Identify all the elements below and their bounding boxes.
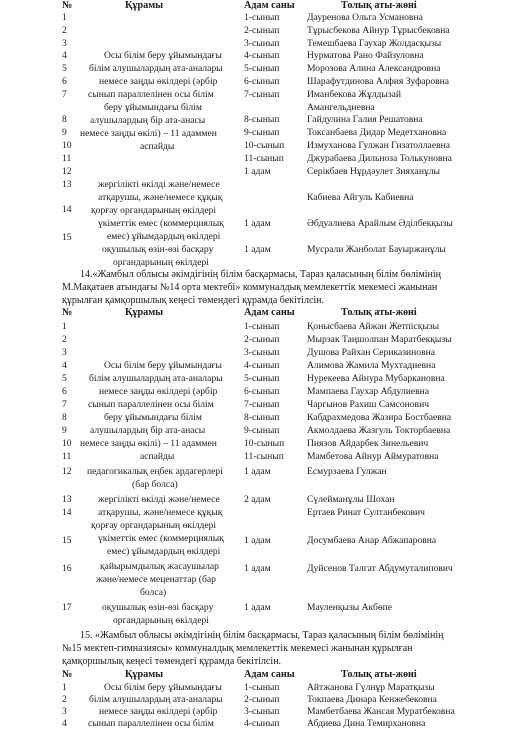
table-cell-name: Измуханова Гулжан Гизатоллаевна: [307, 140, 450, 151]
composition-text: қорғау органдарының өкілдері: [91, 205, 217, 216]
header-name: Толық аты-жөні: [341, 669, 417, 680]
table-row-number: 7: [62, 399, 67, 410]
table-row-number: 12: [62, 466, 72, 477]
table-cell-name: Мампаева Гаухар Абдулиевна: [307, 386, 430, 397]
table-cell-name: Дуйсенов Талгат Абдумуталипович: [307, 563, 453, 574]
table-row-number: 14: [62, 507, 72, 518]
table-cell-name: Гайдулина Галия Решатовна: [307, 114, 423, 125]
table-cell-count: 3-сынып: [244, 706, 280, 717]
table-row-number: 1: [62, 682, 67, 693]
composition-text: беру ұйымындағы білім: [104, 102, 202, 113]
composition-text: немесе заңды өкілдері (әрбір: [99, 76, 218, 87]
table-cell-name: Мамбетова Айнур Аймуратовна: [307, 451, 439, 462]
composition-text: білім алушылардың ата-аналары: [89, 63, 223, 74]
table-cell-name: Токпаева Динара Кенжебековна: [307, 694, 437, 705]
header-count: Адам саны: [244, 307, 295, 318]
table-row-number: 3: [62, 38, 67, 49]
paragraph-line: М.Мақатаев атындағы №14 орта мектебі» коммуналдық мемлекеттік мекемесі жанынан: [62, 282, 438, 293]
table-cell-name: Тұрысбекова Айнур Тұрысбековна: [307, 25, 450, 36]
table-cell-name: Мусрали Жанболат Бауыржанұлы: [307, 244, 446, 255]
table-cell-name: Темешбаева Гаухар Жолдасқызы: [307, 38, 442, 49]
table-row-number: 11: [62, 153, 72, 164]
table-row-number: 2: [62, 25, 67, 36]
table-cell-name: Кабиева Айгуль Кабиевна: [307, 192, 414, 203]
header-composition: Құрамы: [125, 0, 164, 11]
composition-text: органдарының өкілдері: [113, 615, 209, 626]
composition-text: оқушылық өзін-өзі басқару: [102, 602, 214, 613]
paragraph-line: құрылған қамқоршылық кеңесі төмендегі құрамда бекітілсін.: [62, 295, 325, 306]
table-cell-count: 11-сынып: [244, 451, 284, 462]
table-cell-name: Айтжанова Гүлнұр Маратқызы: [307, 682, 435, 693]
paragraph-line: 14.«Жамбыл облысы әкімдігінің білім басқармасы, Тараз қаласының білім бөлімінің: [80, 269, 442, 280]
table-cell-name: Мырзак Таңшолпан Маратбекқызы: [307, 334, 452, 345]
composition-text: білім алушылардың ата-аналары: [89, 694, 223, 705]
table-cell-name: Ертаев Ринат Султанбекович: [307, 507, 425, 518]
table-cell-count: 2-сынып: [244, 25, 280, 36]
table-cell-count: 1-сынып: [244, 321, 280, 332]
table-cell-count: 4-сынып: [244, 50, 280, 61]
header-no: №: [62, 669, 73, 680]
table-cell-name: Пиязов Айдарбек Зинельевич: [307, 438, 429, 449]
table-cell-count: 1 адам: [244, 563, 271, 574]
table-cell-name: Чаргынов Рахиш Самсонович: [307, 399, 430, 410]
table-row-number: 3: [62, 347, 67, 358]
table-row-number: 9: [62, 127, 67, 138]
table-row-number: 11: [62, 451, 72, 462]
table-row-number: 3: [62, 706, 67, 717]
table-cell-name: Шарафутдинова Алфия Зуфаровна: [307, 76, 450, 87]
table-cell-count: 1-сынып: [244, 682, 280, 693]
table-cell-name: Әбдуалиева Арайлым Әділбекқызы: [307, 218, 453, 229]
table-cell-count: 4-сынып: [244, 718, 280, 729]
table-cell-count: 1 адам: [244, 166, 271, 177]
table-row-number: 15: [62, 535, 72, 546]
table-cell-count: 10-сынып: [244, 140, 285, 151]
table-row-number: 8: [62, 114, 67, 125]
composition-text: немесе заңды өкілдері (әрбір: [99, 706, 218, 717]
composition-text: және/немесе меценаттар (бар: [96, 574, 216, 585]
table-cell-count: 4-сынып: [244, 360, 280, 371]
table-row-number: 17: [62, 602, 72, 613]
table-cell-name: Дауренова Ольга Усмановна: [307, 12, 423, 23]
table-cell-count: 8-сынып: [244, 114, 280, 125]
table-row-number: 13: [62, 179, 72, 190]
paragraph-line: №15 мектеп-гимназиясы» коммуналдық мемлекеттік мекемесі жанынан құрылған: [62, 643, 413, 654]
composition-text: атқарушы, және/немесе құқық: [98, 507, 223, 518]
table-row-number: 1: [62, 321, 67, 332]
table-cell-name: Кабдрахмедова Жазира Бостбаевна: [307, 412, 452, 423]
composition-text: немесе заңды өкілі) – 11 адаммен: [80, 128, 217, 139]
table-cell-count: 2-сынып: [244, 694, 280, 705]
table-row-number: 8: [62, 412, 67, 423]
header-composition: Құрамы: [125, 669, 164, 680]
composition-text: алушылардың бір ата-анасы: [90, 425, 206, 436]
composition-text: оқушылық өзін-өзі басқару: [102, 244, 214, 255]
table-cell-name: Амангельдиевна: [307, 102, 375, 113]
table-row-number: 4: [62, 360, 67, 371]
table-cell-count: 7-сынып: [244, 89, 280, 100]
table-cell-count: 7-сынып: [244, 399, 280, 410]
table-row-number: 10: [62, 140, 72, 151]
paragraph-line: 15. «Жамбыл облысы әкімдігінің білім басқармасы, Тараз қаласының білім бөлімінің: [80, 630, 444, 641]
table-cell-name: Серікбаев Нұрдәулет Зияханұлы: [307, 166, 440, 177]
table-row-number: 16: [62, 563, 72, 574]
header-composition: Құрамы: [125, 307, 164, 318]
table-cell-count: 1 адам: [244, 218, 271, 229]
composition-text: жергілікті өкілді және/немесе: [98, 494, 220, 505]
composition-text: үкіметтік емес (коммерциялық: [98, 533, 224, 544]
header-name: Толық аты-жөні: [341, 0, 417, 11]
composition-text: (бар болса): [132, 479, 178, 490]
table-cell-name: Алимова Жамила Мухтадиевна: [307, 360, 436, 371]
composition-text: аспайды: [140, 451, 175, 462]
paragraph-line: қамқоршылық кеңесі төмендегі құрамда бекітілсін.: [62, 656, 282, 667]
table-cell-name: Есмурзаева Гулжан: [307, 466, 387, 477]
table-row-number: 6: [62, 386, 67, 397]
table-row-number: 9: [62, 425, 67, 436]
header-no: №: [62, 307, 73, 318]
table-row-number: 13: [62, 494, 72, 505]
table-cell-name: Мамбетбаева Жансая Муратбековна: [307, 706, 455, 717]
table-row-number: 14: [62, 204, 72, 215]
table-row-number: 15: [62, 232, 72, 243]
table-row-number: 2: [62, 694, 67, 705]
table-cell-count: 2-сынып: [244, 334, 280, 345]
table-cell-count: 1 адам: [244, 602, 271, 613]
composition-text: білім алушылардың ата-аналары: [89, 373, 223, 384]
table-cell-count: 1-сынып: [244, 12, 280, 23]
table-cell-name: Акмолдаева Жазгуль Токторбаевна: [307, 425, 451, 436]
table-cell-name: Досумбаева Анар Абжапаровна: [307, 535, 437, 546]
table-cell-count: 8-сынып: [244, 412, 280, 423]
composition-text: үкіметтік емес (коммерциялық: [98, 218, 224, 229]
table-cell-count: 5-сынып: [244, 373, 280, 384]
header-count: Адам саны: [244, 669, 295, 680]
table-cell-count: 1 адам: [244, 535, 271, 546]
table-cell-count: 11-сынып: [244, 153, 284, 164]
header-name: Толық аты-жөні: [341, 307, 417, 318]
table-cell-name: Нурматова Рано Файзуловна: [307, 50, 424, 61]
table-cell-name: Мауленқызы Акбөпе: [307, 602, 393, 613]
composition-text: педагогикалық еңбек ардагерлері: [87, 466, 223, 477]
composition-text: атқарушы, және/немесе құқық: [98, 192, 223, 203]
table-cell-count: 2 адам: [244, 494, 271, 505]
composition-text: қайырымдылық жасаушылар: [100, 561, 219, 572]
table-cell-name: Нурекеева Айнура Мубаркановна: [307, 373, 445, 384]
composition-text: сынып параллелінен осы білім: [88, 718, 214, 729]
table-row-number: 6: [62, 76, 67, 87]
header-no: №: [62, 0, 73, 11]
table-row-number: 5: [62, 63, 67, 74]
composition-text: алушылардың бір ата-анасы: [90, 115, 206, 126]
composition-text: емес) ұйымдардың өкілдері: [107, 231, 221, 242]
composition-text: немесе заңды өкілдері (әрбір: [99, 386, 218, 397]
table-cell-count: 1 адам: [244, 466, 271, 477]
table-cell-name: Токсанбаева Дидар Медетхановна: [307, 127, 447, 138]
table-cell-name: Морозова Алина Александровна: [307, 63, 441, 74]
table-cell-count: 9-сынып: [244, 425, 280, 436]
composition-text: аспайды: [140, 141, 175, 152]
table-cell-count: 1 адам: [244, 244, 271, 255]
header-count: Адам саны: [244, 0, 295, 11]
table-cell-name: Абдиева Дина Темирхановна: [307, 718, 426, 729]
composition-text: болса): [140, 587, 167, 598]
table-cell-name: Қонысбаева Айжан Жетпісқызы: [307, 321, 440, 332]
table-cell-count: 3-сынып: [244, 347, 280, 358]
table-cell-count: 10-сынып: [244, 438, 285, 449]
composition-text: органдарының өкілдері: [113, 257, 209, 268]
composition-text: беру ұйымындағы білім: [104, 412, 202, 423]
composition-text: сынып параллелінен осы білім: [88, 89, 214, 100]
composition-text: немесе заңды өкілі) – 11 адаммен: [80, 438, 217, 449]
table-cell-count: 6-сынып: [244, 386, 280, 397]
table-row-number: 2: [62, 334, 67, 345]
table-cell-count: 5-сынып: [244, 63, 280, 74]
composition-text: қорғау органдарының өкілдері: [91, 520, 217, 531]
table-cell-name: Джурабаева Дильноза Толькуновна: [307, 153, 452, 164]
table-row-number: 5: [62, 373, 67, 384]
table-row-number: 10: [62, 438, 72, 449]
table-row-number: 4: [62, 50, 67, 61]
table-row-number: 1: [62, 12, 67, 23]
table-cell-count: 6-сынып: [244, 76, 280, 87]
table-row-number: 12: [62, 166, 72, 177]
table-cell-count: 9-сынып: [244, 127, 280, 138]
table-cell-name: Сүлейманұлы Шохан: [307, 494, 395, 505]
composition-text: сынып параллелінен осы білім: [88, 399, 214, 410]
table-row-number: 7: [62, 89, 67, 100]
table-row-number: 4: [62, 718, 67, 729]
table-cell-name: Иманбекова Жұлдызай: [307, 89, 402, 100]
table-cell-name: Душова Райхан Сериказиновна: [307, 347, 436, 358]
composition-text: жергілікті өкілді және/немесе: [98, 179, 220, 190]
table-cell-count: 3-сынып: [244, 38, 280, 49]
composition-text: Осы білім беру ұйымындағы: [104, 682, 222, 693]
composition-text: Осы білім беру ұйымындағы: [104, 360, 222, 371]
composition-text: емес) ұйымдардың өкілдері: [107, 546, 221, 557]
composition-text: Осы білім беру ұйымындағы: [104, 50, 222, 61]
